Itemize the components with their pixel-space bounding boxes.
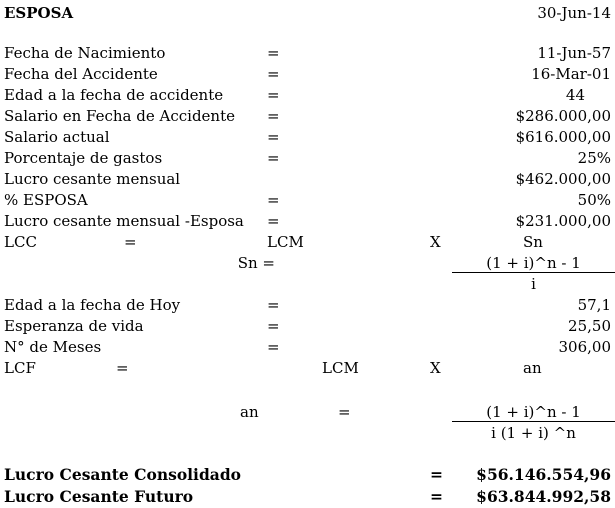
row-label: Edad a la fecha de accidente	[4, 86, 224, 104]
fraction-bar	[452, 272, 615, 273]
total-value-futuro: $63.844.992,58	[476, 487, 611, 506]
row-equals: =	[267, 86, 280, 104]
row-equals: =	[267, 44, 280, 62]
row-value: 11-Jun-57	[537, 44, 611, 62]
sn-denominator: i	[531, 275, 536, 293]
row-label: % ESPOSA	[4, 191, 88, 209]
lcc-label: LCC	[4, 233, 37, 251]
row-label: Esperanza de vida	[4, 317, 144, 335]
row-equals: =	[267, 65, 280, 83]
total-equals: =	[430, 487, 443, 506]
row-value: 57,1	[577, 296, 611, 314]
row-equals: =	[267, 296, 280, 314]
row-label: Lucro cesante mensual -Esposa	[4, 212, 244, 230]
row-value: 50%	[577, 191, 611, 209]
total-value-consolidado: $56.146.554,96	[476, 465, 611, 484]
row-value: 306,00	[558, 338, 611, 356]
lcc-sn: Sn	[523, 233, 543, 251]
row-value: 16-Mar-01	[531, 65, 611, 83]
an-equals: =	[338, 403, 351, 421]
lcc-equals: =	[124, 233, 137, 251]
row-value: $462.000,00	[515, 170, 611, 188]
row-equals: =	[267, 128, 280, 146]
row-value: $616.000,00	[515, 128, 611, 146]
lcf-label: LCF	[4, 359, 36, 377]
row-value: 44	[565, 86, 585, 104]
row-label: Salario en Fecha de Accidente	[4, 107, 235, 125]
row-equals: =	[267, 191, 280, 209]
lcf-times: X	[430, 359, 441, 377]
row-label: Salario actual	[4, 128, 110, 146]
sn-numerator: (1 + i)^n - 1	[486, 254, 581, 272]
sn-label: Sn =	[237, 254, 275, 272]
report-date: 30-Jun-14	[537, 4, 611, 22]
an-denominator: i (1 + i) ^n	[491, 424, 576, 442]
lcc-times: X	[430, 233, 441, 251]
row-label: Lucro cesante mensual	[4, 170, 181, 188]
document-title: ESPOSA	[4, 4, 74, 22]
an-label: an	[240, 403, 259, 421]
total-equals: =	[430, 465, 443, 484]
row-equals: =	[267, 149, 280, 167]
row-label: Fecha de Nacimiento	[4, 44, 166, 62]
row-value: $231.000,00	[515, 212, 611, 230]
total-label-futuro: Lucro Cesante Futuro	[4, 487, 194, 506]
row-equals: =	[267, 212, 280, 230]
total-label-consolidado: Lucro Cesante Consolidado	[4, 465, 242, 484]
an-numerator: (1 + i)^n - 1	[486, 403, 581, 421]
row-equals: =	[267, 317, 280, 335]
lcf-lcm: LCM	[322, 359, 359, 377]
row-label: Porcentaje de gastos	[4, 149, 163, 167]
row-label: Edad a la fecha de Hoy	[4, 296, 181, 314]
row-equals: =	[267, 338, 280, 356]
row-value: $286.000,00	[515, 107, 611, 125]
row-label: N° de Meses	[4, 338, 102, 356]
row-value: 25,50	[568, 317, 611, 335]
lcf-equals: =	[116, 359, 129, 377]
lcc-lcm: LCM	[267, 233, 304, 251]
fraction-bar	[452, 421, 615, 422]
row-label: Fecha del Accidente	[4, 65, 158, 83]
row-equals: =	[267, 107, 280, 125]
lcf-an: an	[523, 359, 542, 377]
row-value: 25%	[577, 149, 611, 167]
